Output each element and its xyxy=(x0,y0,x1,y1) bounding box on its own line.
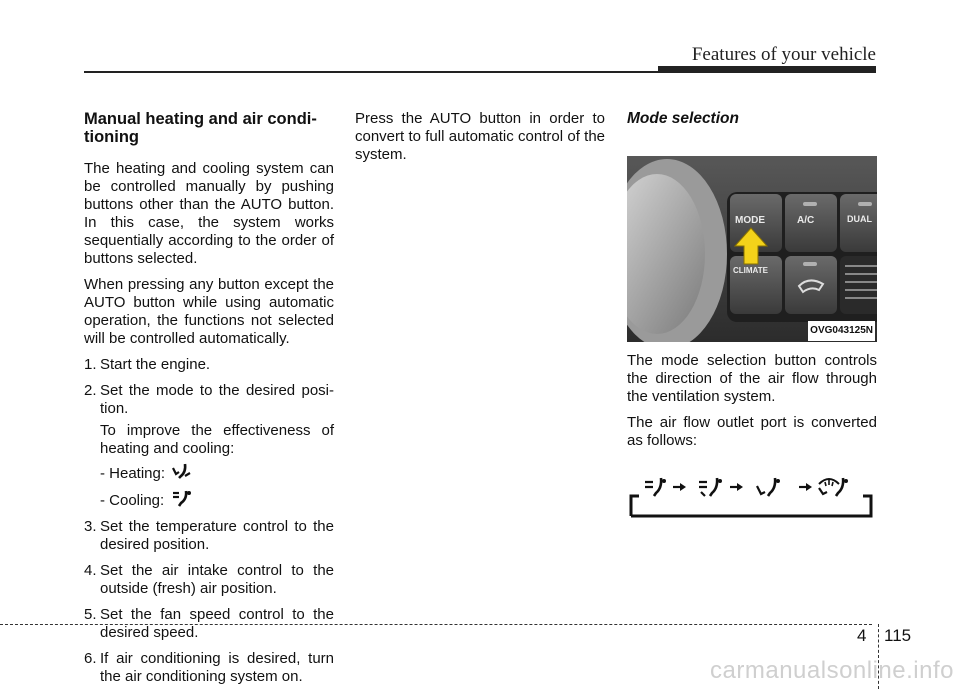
section-heading-mode: Mode selection xyxy=(627,110,739,127)
paragraph: The air flow outlet port is converted as follows: xyxy=(627,414,877,449)
cooling-line xyxy=(100,489,334,512)
step-number: 5. xyxy=(84,606,97,623)
column-right xyxy=(627,110,877,522)
list-item xyxy=(84,562,334,598)
step-number: 1. xyxy=(84,356,97,373)
header-title: Features of your vehicle xyxy=(691,44,876,65)
cycle-line xyxy=(631,496,871,516)
list-item xyxy=(84,518,334,554)
face-vent-icon xyxy=(645,478,666,496)
photo-caption: OVG043125N xyxy=(808,321,875,341)
floor-defrost-icon xyxy=(819,478,848,496)
mode-sequence-diagram xyxy=(627,472,877,522)
footer-rule xyxy=(0,624,872,625)
list-item xyxy=(84,356,334,374)
step-text: If air conditioning is desired, turn the air conditioning system on. xyxy=(100,650,334,685)
arrow-right-icon xyxy=(799,483,812,491)
page-number: 115 xyxy=(884,626,912,645)
floor-vent-icon xyxy=(171,462,195,485)
step-text: Set the mode to the desired posi-tion. xyxy=(100,382,334,417)
heating-line xyxy=(100,462,334,485)
mode-button-label: MODE xyxy=(735,215,765,226)
paragraph: The heating and cooling system can be controlled manually by pushing buttons other than the AUTO button. In this case, the system works sequentially according to the order of buttons selected. xyxy=(84,160,334,267)
step-number: 4. xyxy=(84,562,97,579)
heating-label: - Heating: xyxy=(100,464,166,482)
list-item xyxy=(84,382,334,418)
step-number: 3. xyxy=(84,518,97,535)
climate-button-label: CLIMATE xyxy=(733,266,768,275)
step-text: Set the temperature control to the desired position. xyxy=(100,518,334,553)
header-rule-accent xyxy=(658,66,876,73)
face-vent-icon xyxy=(170,489,194,512)
paragraph: When pressing any button except the AUTO button while using automatic operation, the functions not selected will be controlled automatically. xyxy=(84,276,334,347)
list-item xyxy=(84,650,334,686)
step-note-text: To improve the effectiveness of heating and cooling: xyxy=(100,422,334,457)
step-text: Set the air intake control to the outside (fresh) air position. xyxy=(100,562,334,597)
paragraph: Press the AUTO button in order to convert to full automatic control of the system. xyxy=(355,110,605,163)
watermark: carmanualsonline.info xyxy=(710,657,954,684)
bi-level-vent-icon xyxy=(699,478,722,496)
section-heading-manual: Manual heating and air condi-tioning xyxy=(84,110,317,146)
column-middle xyxy=(355,110,605,172)
step-note xyxy=(100,422,334,512)
cycle-line-left xyxy=(631,496,639,516)
step-number: 6. xyxy=(84,650,97,667)
step-text: Start the engine. xyxy=(100,356,211,373)
column-left xyxy=(84,110,334,694)
control-panel-photo xyxy=(627,146,877,342)
chapter-number: 4 xyxy=(857,626,867,645)
ac-button-label: A/C xyxy=(797,215,815,226)
step-text: Set the fan speed control to the desired speed. xyxy=(100,606,334,641)
arrow-right-icon xyxy=(673,483,686,491)
paragraph: The mode selection button controls the direction of the air flow through the ventilation system. xyxy=(627,352,877,405)
header-rule xyxy=(84,71,660,73)
arrow-right-icon xyxy=(730,483,743,491)
dual-button-label: DUAL xyxy=(847,214,872,224)
step-number: 2. xyxy=(84,382,97,399)
floor-vent-icon xyxy=(757,478,780,496)
control-panel-illustration xyxy=(627,146,877,342)
cooling-label: - Cooling: xyxy=(100,491,165,509)
